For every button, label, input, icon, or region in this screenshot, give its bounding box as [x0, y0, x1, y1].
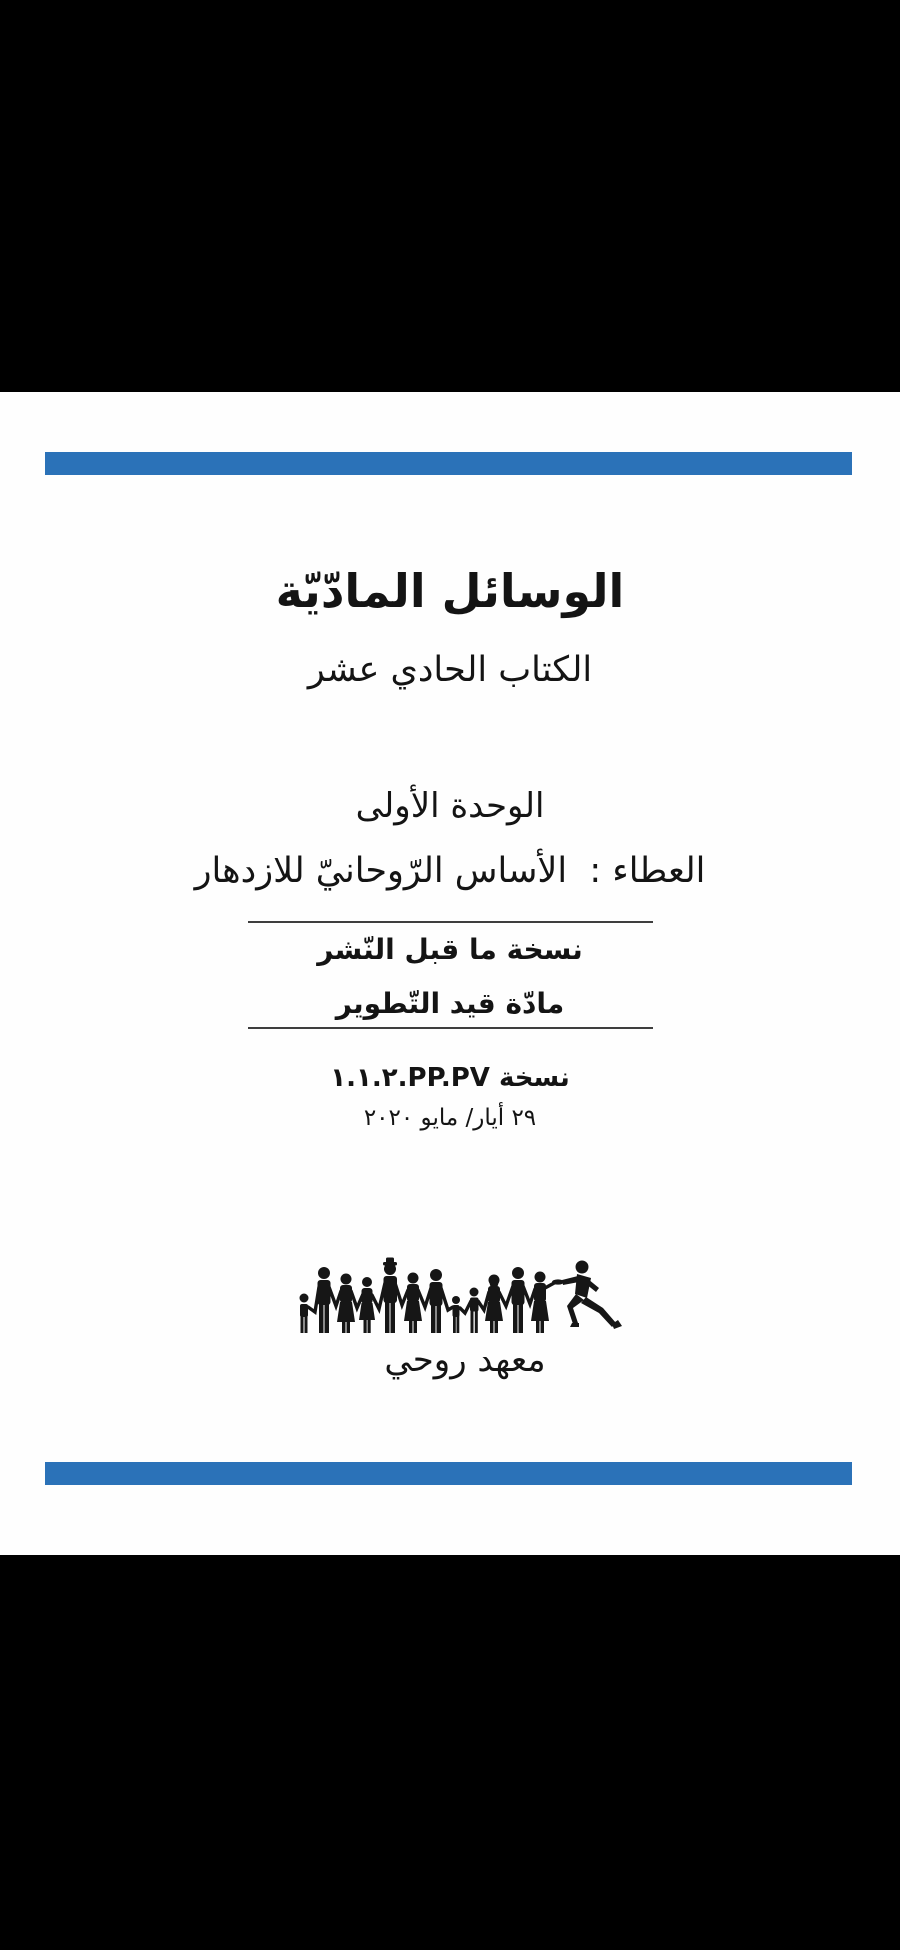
bottom-accent-bar: [45, 1462, 852, 1485]
prepublication-notice: نسخة ما قبل النّشر: [317, 933, 583, 966]
version-line: [0, 1063, 900, 1093]
book-title: الوسائل المادّيّة: [275, 564, 625, 618]
unit-title: العطاء : الأساس الرّوحانيّ للازدهار: [194, 851, 706, 891]
top-accent-bar: [45, 452, 852, 475]
people-crowd-runner-icon: [294, 1254, 634, 1336]
divider-line-top: [248, 921, 653, 923]
development-notice: مادّة قيد التّطوير: [335, 987, 565, 1020]
version-label: نسخة: [498, 1063, 570, 1093]
date-line: ٢٩ أيار/ مايو ٢٠٢٠: [363, 1105, 537, 1131]
publisher-name: معهد روحي: [384, 1340, 546, 1380]
version-number: ١.١.٢.PP.PV: [330, 1063, 490, 1093]
book-number: الكتاب الحادي عشر: [307, 650, 593, 690]
unit-heading: الوحدة الأولى: [355, 786, 545, 826]
document-page: [0, 392, 900, 1555]
ruhi-institute-logo: [294, 1254, 634, 1336]
divider-line-bottom: [248, 1027, 653, 1029]
